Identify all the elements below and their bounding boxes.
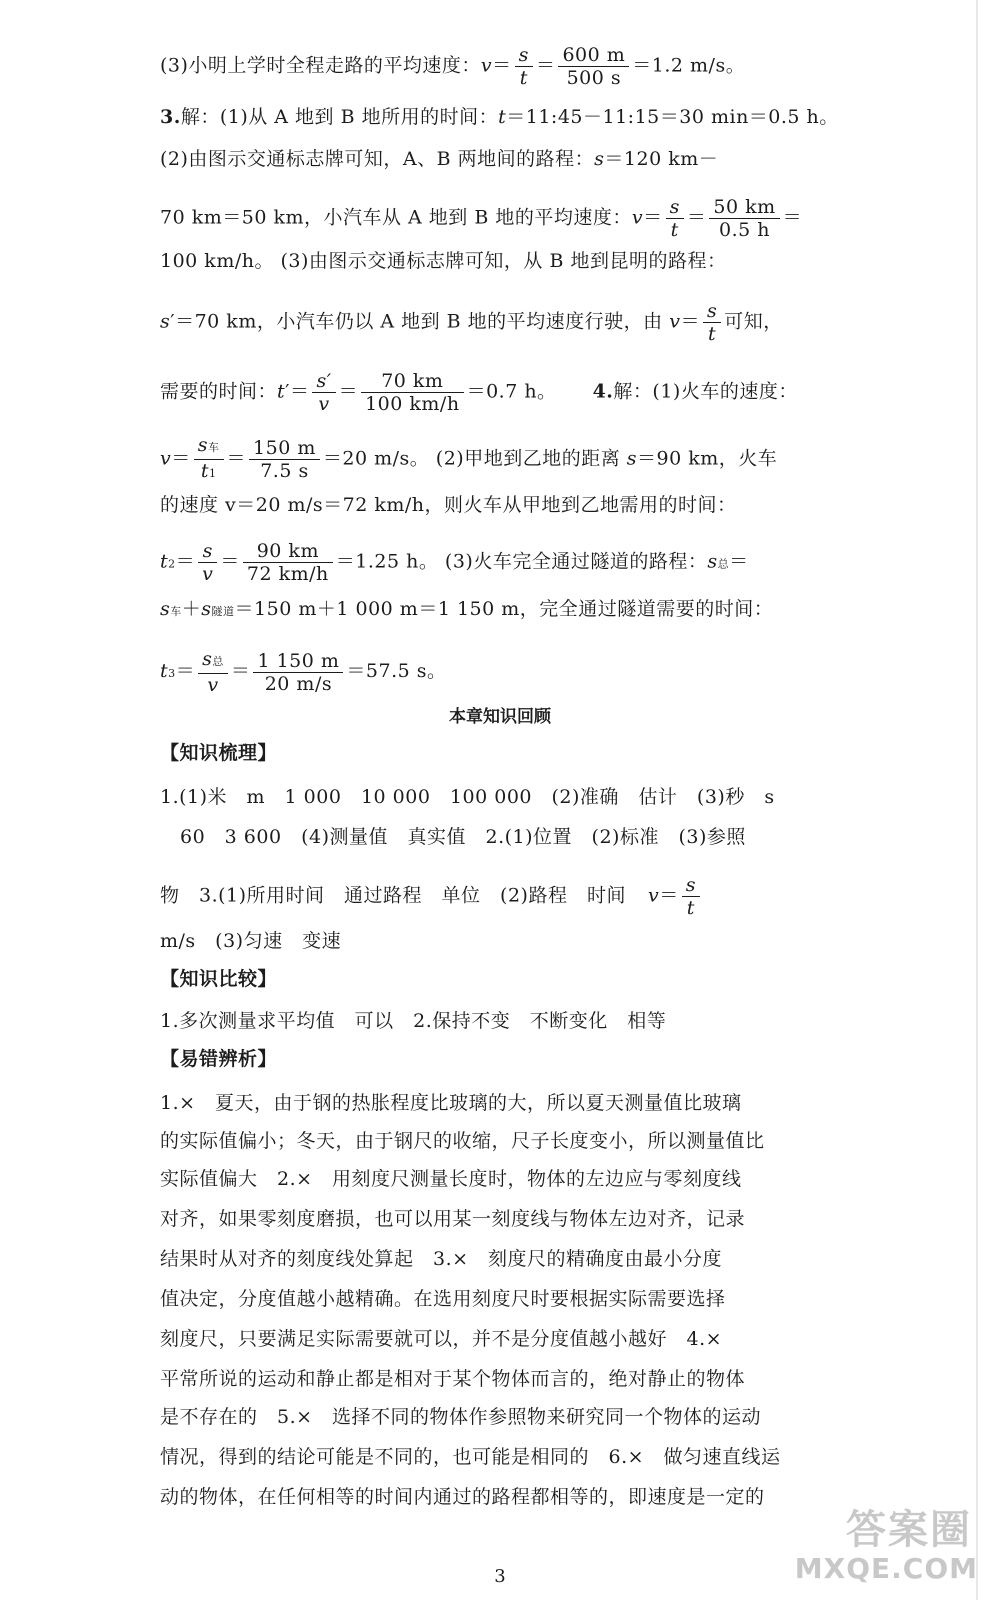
fraction: s车 t1	[194, 434, 224, 485]
denominator: 0.5 h	[719, 219, 770, 241]
text-line: 60 3 600 (4)测量值 真实值 2.(1)位置 (2)标准 (3)参照	[180, 826, 746, 848]
page-number: 3	[494, 1566, 506, 1587]
text: ＝57.5 s。	[346, 660, 447, 682]
numerator: 150 m	[249, 437, 320, 460]
fraction: $\frac{s}{t}$	[666, 196, 684, 241]
text: ＝150 m＋1 000 m＝1 150 m，完全通过隧道需要的时间：	[234, 598, 774, 620]
text: 解：(1)火车的速度：	[613, 380, 798, 403]
numerator: 1 150 m	[253, 650, 343, 673]
text-line: 需要的时间：t′＝ $\frac{s'}{v}$ ＝ $\frac{70 km}{100 km/h}$ ＝0.7 h。 4.解：(1)火车的速度：	[160, 370, 798, 415]
page-edge-shadow	[976, 0, 978, 1600]
text: ＝1.2 m/s。	[632, 54, 746, 77]
text-line: t3＝ s总 v ＝ $\frac{1 150 m}{20 m/s}$ ＝57.5 s。	[160, 648, 447, 696]
text-line: 3.解：(1)从 A 地到 B 地所用的时间：t＝11:45－11:15＝30 min＝0.5 h。	[160, 106, 839, 128]
text-line: 结果时从对齐的刻度线处算起 3.× 刻度尺的精确度由最小分度	[160, 1248, 723, 1270]
text-line: 1.× 夏天，由于钢的热胀程度比玻璃的大，所以夏天测量值比玻璃	[160, 1092, 742, 1114]
text: ＝20 m/s。 (2)甲地到乙地的距离	[322, 447, 621, 470]
fraction: $\frac{s}{t}$	[515, 44, 533, 89]
text-line: s车＋s隧道＝150 m＋1 000 m＝1 150 m，完全通过隧道需要的时间：	[160, 598, 774, 620]
denominator: 7.5 s	[260, 460, 309, 482]
text: 的速度 v＝20 m/s＝72 km/h，则火车从甲地到乙地需用的时间：	[160, 494, 737, 516]
fraction: $\frac{s}{t}$	[682, 874, 700, 919]
text: 解：(1)从 A 地到 B 地所用的时间：	[180, 106, 499, 128]
text-line: 刻度尺，只要满足实际需要就可以，并不是分度值越小越好 4.×	[160, 1328, 723, 1350]
fraction	[249, 437, 320, 482]
text-line: 动的物体，在任何相等的时间内通过的路程都相等的，即速度是一定的	[160, 1486, 765, 1508]
text: 70 km＝50 km，小汽车从 A 地到 B 地的平均速度：	[160, 206, 632, 229]
fraction: $\frac{s'}{v}$	[312, 370, 335, 415]
text: ＝70 km，小汽车仍以 A 地到 B 地的平均速度行驶，由	[175, 310, 663, 333]
text: (3)小明上学时全程走路的平均速度：	[160, 54, 481, 77]
text-line: s′＝70 km，小汽车仍以 A 地到 B 地的平均速度行驶，由 v＝ $\frac{s}{t}$ 可知，	[160, 300, 783, 345]
text-line: t2＝ $\frac{s}{v}$ ＝ $\frac{90 km}{72 km/h}$ ＝1.25 h。 (3)火车完全通过隧道的路程：s总＝	[160, 540, 749, 585]
text: ＝0.7 h。	[466, 380, 557, 403]
text: 需要的时间：	[160, 380, 278, 403]
text: (2)由图示交通标志牌可知，A、B 两地间的路程：	[160, 148, 595, 170]
text: ＝120 km－	[604, 148, 719, 170]
text-line: (3)小明上学时全程走路的平均速度：v＝ $\frac{s}{t}$ ＝ $\frac{600 m}{500 s}$ ＝1.2 m/s。	[160, 44, 746, 89]
text-line	[160, 492, 737, 518]
text-line: 是不存在的 5.× 选择不同的物体作参照物来研究同一个物体的运动	[160, 1406, 762, 1428]
text-line: 1.多次测量求平均值 可以 2.保持不变 不断变化 相等	[160, 1010, 667, 1032]
fraction	[558, 44, 629, 89]
subsection-heading: 【易错辨析】	[160, 1048, 278, 1070]
numerator: 600 m	[558, 44, 629, 67]
text-line: 70 km＝50 km，小汽车从 A 地到 B 地的平均速度：v＝ $\frac{s}{t}$ ＝ $\frac{50 km}{0.5 h}$ ＝	[160, 196, 803, 241]
text: ＝90 km，火车	[637, 447, 778, 470]
text-line: 物 3.(1)所用时间 通过路程 单位 (2)路程 时间 v＝ $\frac{s}{t}$	[160, 874, 703, 919]
watermark-logo	[794, 1498, 982, 1594]
subsection-heading: 【知识梳理】	[160, 742, 278, 764]
denominator: 500 s	[566, 67, 622, 89]
fraction	[361, 370, 463, 415]
text-line: 值决定，分度值越小越精确。在选用刻度尺时要根据实际需要选择	[160, 1288, 726, 1310]
section-title: 本章知识回顾	[449, 707, 551, 727]
text-line: 平常所说的运动和静止都是相对于某个物体而言的，绝对静止的物体	[160, 1368, 746, 1390]
text-line: v＝ s车 t1 ＝ $\frac{150 m}{7.5 s}$ ＝20 m/s。 (2)甲地到乙地的距离 s＝90 km，火车	[160, 434, 777, 485]
subsection-heading: 【知识比较】	[160, 968, 278, 990]
text-line: 对齐，如果零刻度磨损，也可以用某一刻度线与物体左边对齐，记录	[160, 1208, 746, 1230]
question-number: 4.	[592, 380, 614, 403]
text: 可知，	[724, 310, 783, 333]
numerator: 70 km	[361, 370, 463, 393]
text: 100 km/h。 (3)由图示交通标志牌可知，从 B 地到昆明的路程：	[160, 250, 727, 272]
text: ＝1.25 h。 (3)火车完全通过隧道的路程：	[335, 550, 708, 573]
denominator: 72 km/h	[246, 563, 329, 585]
text-line: 情况，得到的结论可能是不同的，也可能是相同的 6.× 做匀速直线运	[160, 1446, 781, 1468]
text: 物 3.(1)所用时间 通过路程 单位 (2)路程 时间	[160, 884, 626, 907]
watermark-text: 答案圈	[846, 1507, 972, 1553]
text-line: 1.(1)米 m 1 000 10 000 100 000 (2)准确 估计 (3)秒 s	[160, 786, 775, 808]
watermark-url: MXQE.COM	[794, 1552, 978, 1585]
fraction: $\frac{s}{t}$	[703, 300, 721, 345]
text-line: (2)由图示交通标志牌可知，A、B 两地间的路程：s＝120 km－	[160, 148, 719, 170]
question-number: 3.	[160, 106, 181, 128]
fraction	[243, 540, 333, 585]
fraction	[253, 650, 343, 695]
text-line: 的实际值偏小；冬天，由于钢尺的收缩，尺子长度变小，所以测量值比	[160, 1130, 765, 1152]
denominator: 100 km/h	[365, 393, 460, 415]
text: ＝11:45－11:15＝30 min＝0.5 h。	[506, 106, 839, 128]
fraction: s总 v	[198, 648, 228, 696]
text-line	[160, 248, 726, 274]
fraction: $\frac{s}{v}$	[198, 540, 217, 585]
fraction	[709, 196, 779, 241]
numerator: 90 km	[243, 540, 333, 563]
denominator: 20 m/s	[264, 672, 333, 695]
text-line: m/s (3)匀速 变速	[160, 930, 342, 952]
numerator: 50 km	[709, 196, 779, 219]
text-line: 实际值偏大 2.× 用刻度尺测量长度时，物体的左边应与零刻度线	[160, 1168, 742, 1190]
